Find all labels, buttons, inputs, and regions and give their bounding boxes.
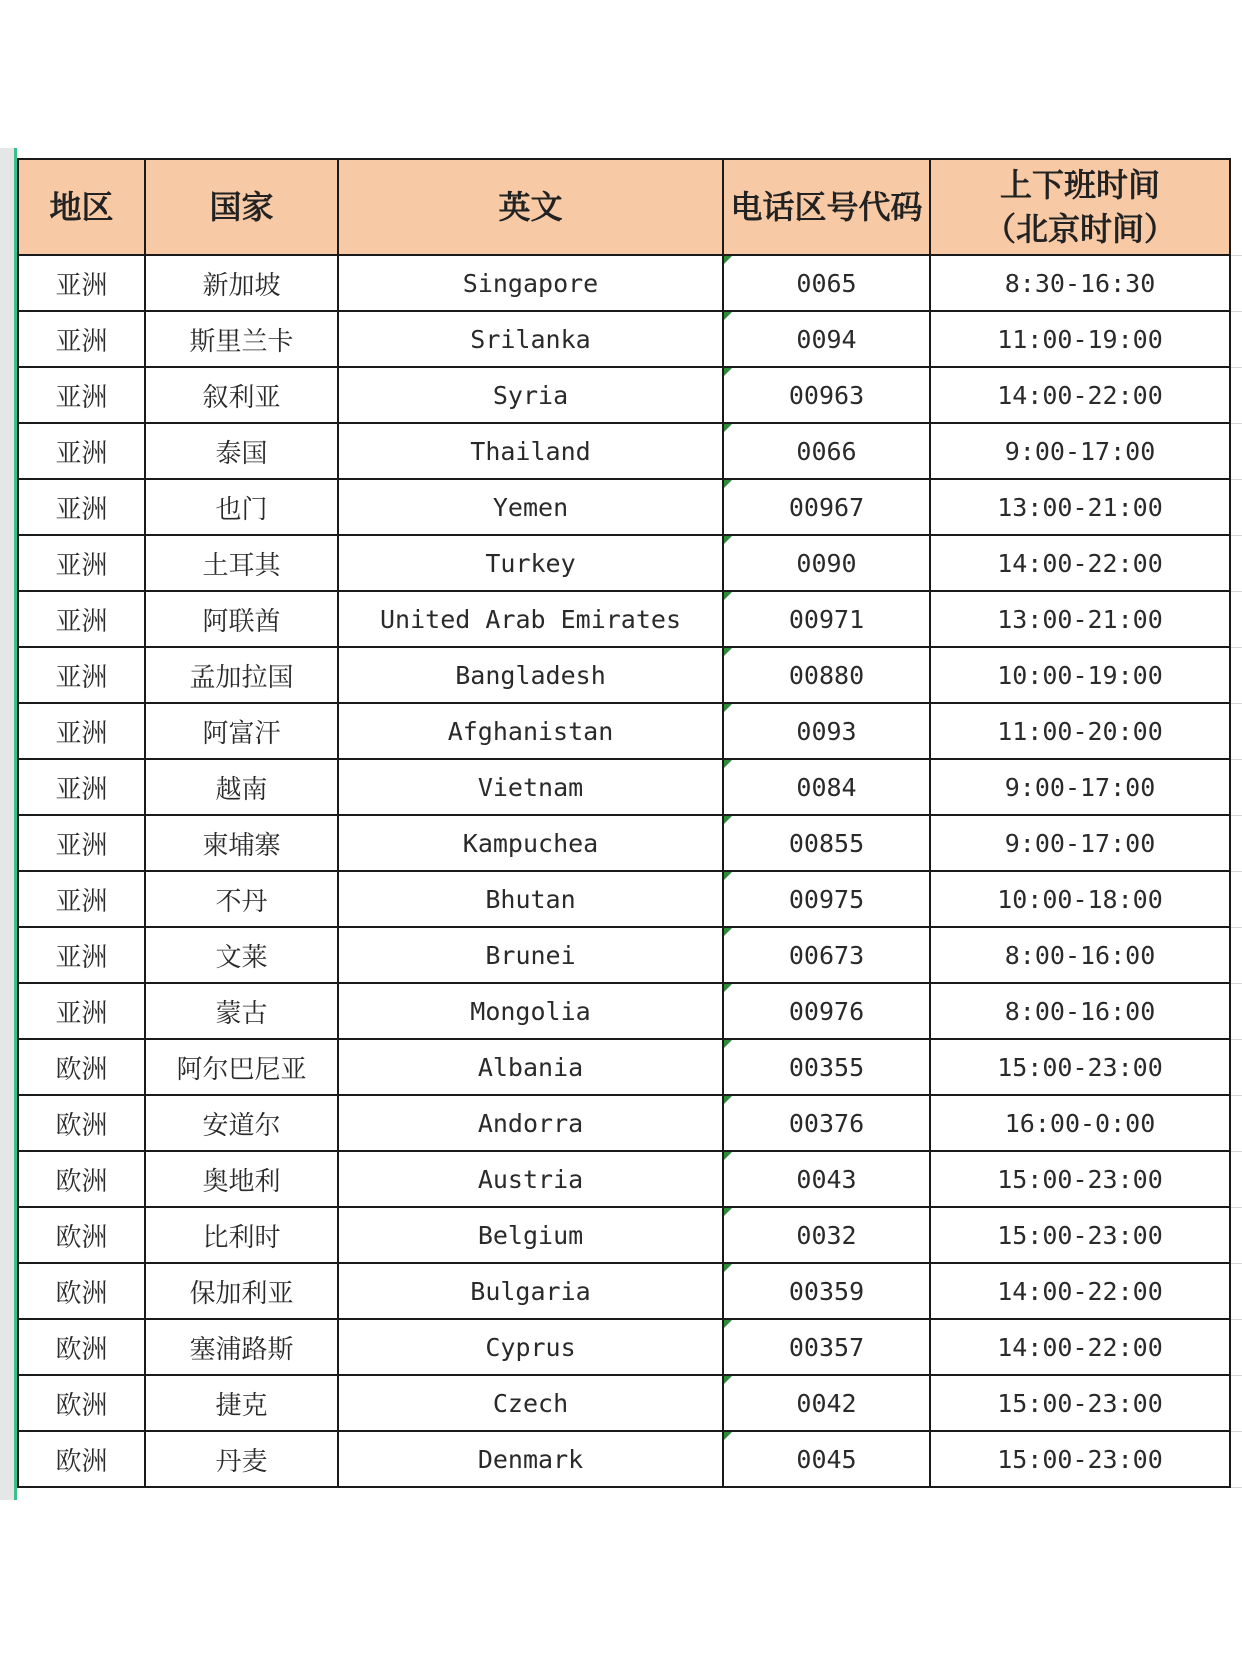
- cell-work-hours[interactable]: 9:00-17:00: [930, 815, 1230, 871]
- header-country[interactable]: 国家: [145, 159, 338, 255]
- header-work-hours[interactable]: [930, 159, 1230, 255]
- cell-phone-code[interactable]: 00975: [723, 871, 930, 927]
- table-row: [18, 591, 1242, 647]
- cell-work-hours[interactable]: 14:00-22:00: [930, 535, 1230, 591]
- cell-phone-code[interactable]: 00359: [723, 1263, 930, 1319]
- cell-work-hours[interactable]: 9:00-17:00: [930, 759, 1230, 815]
- cell-work-hours[interactable]: 10:00-18:00: [930, 871, 1230, 927]
- cell-english[interactable]: Albania: [338, 1039, 723, 1095]
- empty-column-cell[interactable]: [1230, 1095, 1242, 1151]
- cell-country[interactable]: 泰国: [145, 423, 338, 479]
- cell-english[interactable]: Kampuchea: [338, 815, 723, 871]
- cell-phone-code[interactable]: 0094: [723, 311, 930, 367]
- cell-english[interactable]: Srilanka: [338, 311, 723, 367]
- cell-country[interactable]: 奥地利: [145, 1151, 338, 1207]
- header-phone-code[interactable]: 电话区号代码: [723, 159, 930, 255]
- cell-english[interactable]: Cyprus: [338, 1319, 723, 1375]
- cell-region[interactable]: 亚洲: [18, 647, 145, 703]
- empty-column-cell[interactable]: [1230, 983, 1242, 1039]
- cell-country[interactable]: 保加利亚: [145, 1263, 338, 1319]
- table-row: [18, 255, 1242, 311]
- cell-english[interactable]: Vietnam: [338, 759, 723, 815]
- cell-english[interactable]: Austria: [338, 1151, 723, 1207]
- row-number-gutter: [0, 148, 17, 1500]
- cell-english[interactable]: Mongolia: [338, 983, 723, 1039]
- cell-work-hours[interactable]: 11:00-19:00: [930, 311, 1230, 367]
- cell-english[interactable]: Belgium: [338, 1207, 723, 1263]
- empty-column-cell[interactable]: [1230, 1319, 1242, 1375]
- cell-english[interactable]: Thailand: [338, 423, 723, 479]
- cell-work-hours[interactable]: 14:00-22:00: [930, 1319, 1230, 1375]
- empty-column-cell[interactable]: [1230, 871, 1242, 927]
- cell-country[interactable]: 阿尔巴尼亚: [145, 1039, 338, 1095]
- cell-phone-code[interactable]: 0093: [723, 703, 930, 759]
- country-table: [17, 158, 1242, 1488]
- table-row: [18, 983, 1242, 1039]
- cell-phone-code[interactable]: 0084: [723, 759, 930, 815]
- empty-column-cell[interactable]: [1230, 647, 1242, 703]
- cell-english[interactable]: Yemen: [338, 479, 723, 535]
- table-row: [18, 815, 1242, 871]
- cell-country[interactable]: 文莱: [145, 927, 338, 983]
- table-row: [18, 759, 1242, 815]
- cell-country[interactable]: 安道尔: [145, 1095, 338, 1151]
- cell-work-hours[interactable]: 11:00-20:00: [930, 703, 1230, 759]
- header-english[interactable]: 英文: [338, 159, 723, 255]
- cell-english[interactable]: United Arab Emirates: [338, 591, 723, 647]
- cell-english[interactable]: Andorra: [338, 1095, 723, 1151]
- cell-country[interactable]: 土耳其: [145, 535, 338, 591]
- cell-region[interactable]: 欧洲: [18, 1039, 145, 1095]
- cell-work-hours[interactable]: 15:00-23:00: [930, 1431, 1230, 1487]
- cell-region[interactable]: 亚洲: [18, 815, 145, 871]
- empty-column-cell[interactable]: [1230, 1263, 1242, 1319]
- cell-country[interactable]: 捷克: [145, 1375, 338, 1431]
- cell-region[interactable]: 亚洲: [18, 871, 145, 927]
- cell-work-hours[interactable]: 8:00-16:00: [930, 983, 1230, 1039]
- cell-english[interactable]: Singapore: [338, 255, 723, 311]
- empty-column-cell[interactable]: [1230, 423, 1242, 479]
- cell-work-hours[interactable]: 13:00-21:00: [930, 591, 1230, 647]
- table-row: [18, 311, 1242, 367]
- table-row: [18, 703, 1242, 759]
- empty-column-cell[interactable]: [1230, 255, 1242, 311]
- cell-country[interactable]: 塞浦路斯: [145, 1319, 338, 1375]
- cell-phone-code[interactable]: 00855: [723, 815, 930, 871]
- cell-phone-code[interactable]: 0032: [723, 1207, 930, 1263]
- empty-column-cell[interactable]: [1230, 479, 1242, 535]
- table-row: [18, 647, 1242, 703]
- table-row: [18, 1263, 1242, 1319]
- table-row: [18, 1319, 1242, 1375]
- cell-work-hours[interactable]: 14:00-22:00: [930, 1263, 1230, 1319]
- header-work-hours-line1: 上下班时间: [999, 166, 1160, 204]
- empty-column-cell[interactable]: [1230, 1375, 1242, 1431]
- table-row: [18, 367, 1242, 423]
- cell-country[interactable]: 叙利亚: [145, 367, 338, 423]
- cell-english[interactable]: Denmark: [338, 1431, 723, 1487]
- cell-region[interactable]: 欧洲: [18, 1207, 145, 1263]
- empty-column-cell[interactable]: [1230, 159, 1242, 255]
- cell-region[interactable]: 亚洲: [18, 703, 145, 759]
- empty-column-cell[interactable]: [1230, 927, 1242, 983]
- cell-region[interactable]: 亚洲: [18, 591, 145, 647]
- cell-country[interactable]: 阿富汗: [145, 703, 338, 759]
- cell-english[interactable]: Bulgaria: [338, 1263, 723, 1319]
- empty-column-cell[interactable]: [1230, 367, 1242, 423]
- cell-region[interactable]: 亚洲: [18, 479, 145, 535]
- table-row: [18, 1039, 1242, 1095]
- cell-country[interactable]: 柬埔寨: [145, 815, 338, 871]
- cell-country[interactable]: 越南: [145, 759, 338, 815]
- cell-country[interactable]: 新加坡: [145, 255, 338, 311]
- table-row: [18, 1207, 1242, 1263]
- empty-column-cell[interactable]: [1230, 703, 1242, 759]
- cell-phone-code[interactable]: 00971: [723, 591, 930, 647]
- cell-region[interactable]: 亚洲: [18, 423, 145, 479]
- cell-work-hours[interactable]: 8:00-16:00: [930, 927, 1230, 983]
- cell-work-hours[interactable]: 14:00-22:00: [930, 367, 1230, 423]
- empty-column-cell[interactable]: [1230, 591, 1242, 647]
- table-row: [18, 927, 1242, 983]
- cell-region[interactable]: 亚洲: [18, 535, 145, 591]
- cell-region[interactable]: 欧洲: [18, 1319, 145, 1375]
- cell-phone-code[interactable]: 00963: [723, 367, 930, 423]
- cell-phone-code[interactable]: 00976: [723, 983, 930, 1039]
- table-row: [18, 871, 1242, 927]
- table-row: [18, 1431, 1242, 1487]
- table-row: [18, 1375, 1242, 1431]
- cell-country[interactable]: 丹麦: [145, 1431, 338, 1487]
- cell-region[interactable]: 欧洲: [18, 1375, 145, 1431]
- table-row: [18, 423, 1242, 479]
- cell-english[interactable]: Bangladesh: [338, 647, 723, 703]
- cell-english[interactable]: Bhutan: [338, 871, 723, 927]
- cell-region[interactable]: 欧洲: [18, 1263, 145, 1319]
- cell-phone-code[interactable]: 0045: [723, 1431, 930, 1487]
- cell-region[interactable]: 亚洲: [18, 983, 145, 1039]
- cell-country[interactable]: 蒙古: [145, 983, 338, 1039]
- empty-column-cell[interactable]: [1230, 1431, 1242, 1487]
- header-work-hours-line2: （北京时间）: [983, 210, 1176, 248]
- header-row: [18, 159, 1242, 255]
- cell-region[interactable]: 欧洲: [18, 1095, 145, 1151]
- cell-work-hours[interactable]: 15:00-23:00: [930, 1207, 1230, 1263]
- cell-phone-code[interactable]: 0066: [723, 423, 930, 479]
- header-region[interactable]: 地区: [18, 159, 145, 255]
- empty-column-cell[interactable]: [1230, 1151, 1242, 1207]
- cell-region[interactable]: 亚洲: [18, 759, 145, 815]
- cell-region[interactable]: 欧洲: [18, 1151, 145, 1207]
- cell-work-hours[interactable]: 10:00-19:00: [930, 647, 1230, 703]
- cell-country[interactable]: 比利时: [145, 1207, 338, 1263]
- cell-work-hours[interactable]: 15:00-23:00: [930, 1039, 1230, 1095]
- empty-column-cell[interactable]: [1230, 311, 1242, 367]
- cell-country[interactable]: 也门: [145, 479, 338, 535]
- cell-country[interactable]: 阿联酋: [145, 591, 338, 647]
- cell-country[interactable]: 斯里兰卡: [145, 311, 338, 367]
- table-row: [18, 535, 1242, 591]
- cell-phone-code[interactable]: 00673: [723, 927, 930, 983]
- cell-english[interactable]: Syria: [338, 367, 723, 423]
- table-row: [18, 1095, 1242, 1151]
- cell-phone-code[interactable]: 00967: [723, 479, 930, 535]
- cell-phone-code[interactable]: 0090: [723, 535, 930, 591]
- cell-english[interactable]: Czech: [338, 1375, 723, 1431]
- cell-region[interactable]: 亚洲: [18, 367, 145, 423]
- cell-work-hours[interactable]: 16:00-0:00: [930, 1095, 1230, 1151]
- cell-english[interactable]: Brunei: [338, 927, 723, 983]
- cell-phone-code[interactable]: 0043: [723, 1151, 930, 1207]
- cell-work-hours[interactable]: 15:00-23:00: [930, 1151, 1230, 1207]
- cell-country[interactable]: 不丹: [145, 871, 338, 927]
- cell-phone-code[interactable]: 0042: [723, 1375, 930, 1431]
- cell-country[interactable]: 孟加拉国: [145, 647, 338, 703]
- cell-region[interactable]: 欧洲: [18, 1431, 145, 1487]
- cell-phone-code[interactable]: 00355: [723, 1039, 930, 1095]
- cell-phone-code[interactable]: 00880: [723, 647, 930, 703]
- cell-phone-code[interactable]: 00357: [723, 1319, 930, 1375]
- empty-column-cell[interactable]: [1230, 815, 1242, 871]
- cell-work-hours[interactable]: 15:00-23:00: [930, 1375, 1230, 1431]
- cell-work-hours[interactable]: 13:00-21:00: [930, 479, 1230, 535]
- cell-phone-code[interactable]: 0065: [723, 255, 930, 311]
- empty-column-cell[interactable]: [1230, 1207, 1242, 1263]
- empty-column-cell[interactable]: [1230, 535, 1242, 591]
- empty-column-cell[interactable]: [1230, 1039, 1242, 1095]
- table-row: [18, 479, 1242, 535]
- cell-region[interactable]: 亚洲: [18, 255, 145, 311]
- spreadsheet-grid: [0, 148, 1242, 1500]
- empty-column-cell[interactable]: [1230, 759, 1242, 815]
- cell-english[interactable]: Turkey: [338, 535, 723, 591]
- cell-region[interactable]: 亚洲: [18, 927, 145, 983]
- table-row: [18, 1151, 1242, 1207]
- cell-english[interactable]: Afghanistan: [338, 703, 723, 759]
- cell-work-hours[interactable]: 9:00-17:00: [930, 423, 1230, 479]
- cell-region[interactable]: 亚洲: [18, 311, 145, 367]
- cell-phone-code[interactable]: 00376: [723, 1095, 930, 1151]
- cell-work-hours[interactable]: 8:30-16:30: [930, 255, 1230, 311]
